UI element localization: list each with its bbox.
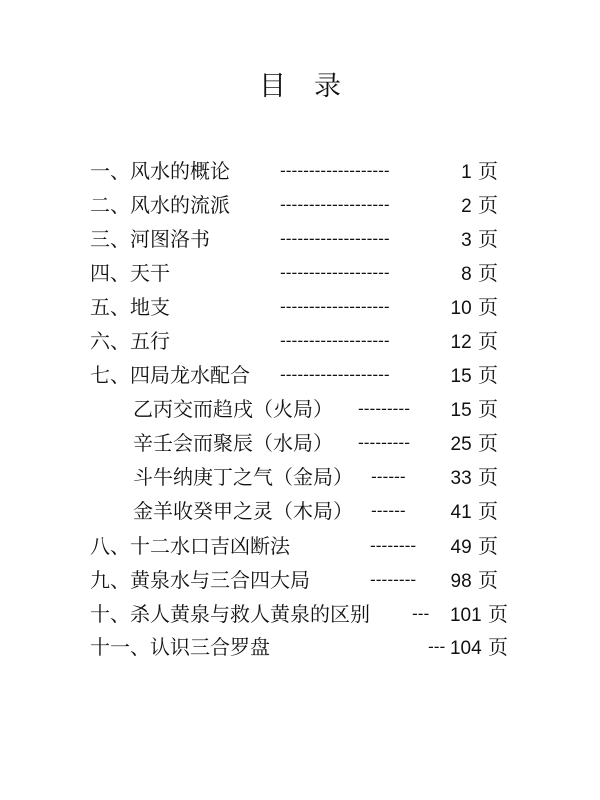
toc-entry-page-unit: 页 <box>478 193 498 217</box>
toc-entry-page-number: 15 <box>450 400 472 421</box>
toc-entry-label: 金羊收癸甲之灵（木局） <box>133 499 353 523</box>
toc-entry-label: 一、风水的概论 <box>90 159 230 183</box>
toc-entry-page-unit: 页 <box>478 568 498 592</box>
toc-entry-leader: ------ <box>371 501 406 520</box>
toc-entry-page <box>445 189 498 223</box>
toc-entry-leader: ------------------- <box>280 229 390 248</box>
toc-entry-leader: -------- <box>370 536 417 555</box>
toc-entry[interactable] <box>90 325 510 357</box>
title-char-2: 录 <box>314 71 341 102</box>
toc-entry-leader: ------------------- <box>280 297 390 316</box>
toc-entry-page-number: 101 <box>449 605 482 626</box>
toc-entry-page-number: 25 <box>450 434 472 455</box>
toc-entry-leader: ------------------- <box>280 365 390 384</box>
toc-entry-label: 辛壬会而聚辰（水局） <box>133 431 333 455</box>
toc-entry[interactable] <box>90 564 510 596</box>
toc-entry-page-unit: 页 <box>478 499 498 523</box>
toc-entry-leader: --- <box>428 637 446 656</box>
toc-entry-page-unit: 页 <box>478 159 498 183</box>
toc-entry-page <box>445 427 498 461</box>
toc-entry-page-number: 2 <box>461 196 472 217</box>
toc-entry-label: 五、地支 <box>90 295 170 319</box>
toc-entry-page <box>445 325 498 359</box>
toc-entry[interactable] <box>90 359 510 391</box>
toc-entry-label: 七、四局龙水配合 <box>90 363 250 387</box>
toc-entry-label: 斗牛纳庚丁之气（金局） <box>133 465 353 489</box>
toc-entry[interactable] <box>90 223 510 255</box>
toc-entry-page-number: 49 <box>450 537 472 558</box>
toc-entry-page <box>445 223 498 257</box>
toc-entry-leader: ------ <box>371 467 406 486</box>
toc-entry-page-unit: 页 <box>478 363 498 387</box>
toc-entry-page-unit: 页 <box>478 295 498 319</box>
toc-entry-page <box>436 598 508 632</box>
toc-entry-page <box>445 155 498 189</box>
toc-entry-page <box>445 257 498 291</box>
toc-entry-page-number: 41 <box>450 502 472 523</box>
toc-entry-page <box>440 530 498 564</box>
toc-entry-page <box>436 631 508 665</box>
toc-entry-page-number: 1 <box>461 162 472 183</box>
toc-entry-label: 九、黄泉水与三合四大局 <box>90 568 310 592</box>
toc-entry-leader: ------------------- <box>280 195 390 214</box>
toc-entry-page <box>445 461 498 495</box>
toc-entry-page-number: 15 <box>450 366 472 387</box>
toc-entry-page-unit: 页 <box>478 534 498 558</box>
toc-entry-page-unit: 页 <box>478 397 498 421</box>
toc-entry[interactable] <box>90 291 510 323</box>
toc-subentry[interactable] <box>133 461 510 493</box>
toc-entry-page-number: 8 <box>461 264 472 285</box>
toc-entry-leader: ------------------- <box>280 331 390 350</box>
toc-entry-label: 十、杀人黄泉与救人黄泉的区别 <box>90 602 370 626</box>
toc-entry[interactable] <box>90 189 510 221</box>
toc-entry-leader: -------- <box>370 570 417 589</box>
toc-entry-leader: --------- <box>358 399 410 418</box>
toc-entry-label: 二、风水的流派 <box>90 193 230 217</box>
toc-subentry[interactable] <box>133 427 510 459</box>
toc-entry-page-number: 104 <box>449 638 482 659</box>
toc-entry-page <box>445 291 498 325</box>
toc-entry-page <box>445 359 498 393</box>
toc-entry-page-number: 3 <box>461 230 472 251</box>
toc-entry[interactable] <box>90 598 510 630</box>
toc-entry-leader: ------------------- <box>280 263 390 282</box>
page-title <box>0 64 600 103</box>
toc-entry-page-unit: 页 <box>478 431 498 455</box>
toc-entry-label: 八、十二水口吉凶断法 <box>90 534 290 558</box>
toc-entry-page <box>445 393 498 427</box>
toc-entry-page-unit: 页 <box>478 227 498 251</box>
toc-entry-leader: --------- <box>358 433 410 452</box>
toc-entry[interactable] <box>90 530 510 562</box>
toc-entry-page <box>445 495 498 529</box>
toc-entry-label: 乙丙交而趋戌（火局） <box>133 397 333 421</box>
toc-entry-page-number: 10 <box>450 298 472 319</box>
toc-entry-page <box>440 564 498 598</box>
toc-entry-label: 十一、认识三合罗盘 <box>90 635 270 659</box>
toc-entry-label: 四、天干 <box>90 261 170 285</box>
toc-entry-leader: ------------------- <box>280 161 390 180</box>
toc-subentry[interactable] <box>133 393 510 425</box>
toc-entry-page-unit: 页 <box>478 465 498 489</box>
title-char-1: 目 <box>259 71 286 102</box>
toc-entry-page-unit: 页 <box>478 261 498 285</box>
toc-entry-page-number: 12 <box>450 332 472 353</box>
toc-entry[interactable] <box>90 155 510 187</box>
toc-entry-page-unit: 页 <box>488 635 508 659</box>
toc-entry-page-number: 33 <box>450 468 472 489</box>
toc-entry[interactable] <box>90 257 510 289</box>
toc-entry-leader: --- <box>412 604 430 623</box>
toc-entry-label: 六、五行 <box>90 329 170 353</box>
toc-entry[interactable] <box>90 631 510 663</box>
toc-entry-page-unit: 页 <box>478 329 498 353</box>
toc-entry-page-unit: 页 <box>488 602 508 626</box>
toc-entry-label: 三、河图洛书 <box>90 227 210 251</box>
toc-subentry[interactable] <box>133 495 510 527</box>
toc-entry-page-number: 98 <box>450 571 472 592</box>
